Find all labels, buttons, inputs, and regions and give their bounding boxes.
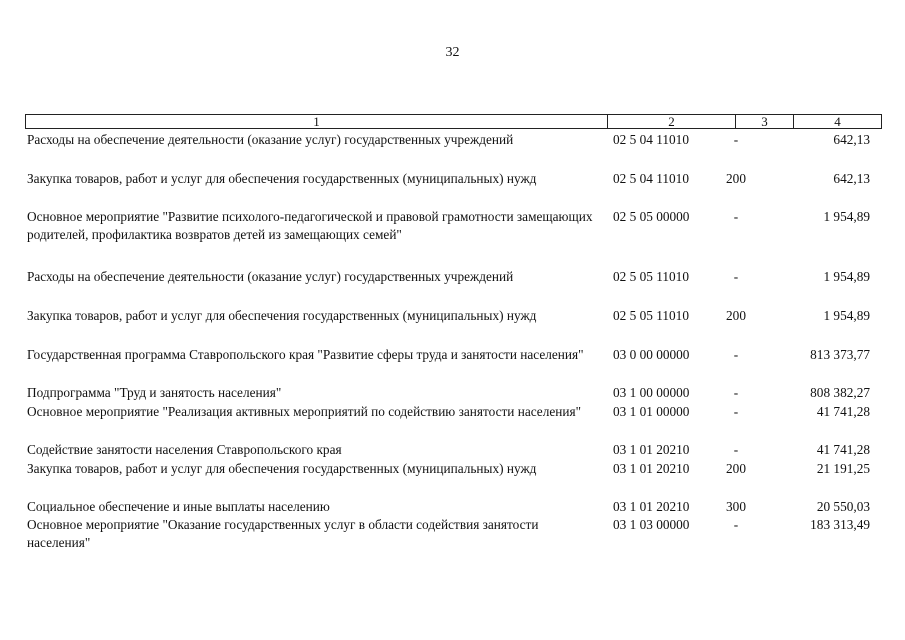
row-name: Расходы на обеспечение деятельности (оказание услуг) государственных учреждений xyxy=(27,269,514,284)
row-vr: - xyxy=(733,517,739,532)
row-amount: 1 954,89 xyxy=(823,308,870,323)
row-vr: - xyxy=(733,269,739,284)
row-name: Подпрограмма "Труд и занятость населения" xyxy=(27,385,282,400)
row-vr: - xyxy=(733,132,739,147)
row-amount: 1 954,89 xyxy=(823,269,870,284)
row-name: Закупка товаров, работ и услуг для обеспечения государственных (муниципальных) нужд xyxy=(27,171,537,186)
row-name: Социальное обеспечение и иные выплаты населению xyxy=(27,499,330,514)
row-vr: - xyxy=(733,442,739,457)
row-name: Основное мероприятие "Реализация активных мероприятий по содействию занятости населения" xyxy=(27,404,582,419)
row-code: 02 5 04 11010 xyxy=(613,171,689,186)
row-code: 03 1 01 00000 xyxy=(613,404,690,419)
row-code: 03 0 00 00000 xyxy=(613,347,690,362)
page-number: 32 xyxy=(445,45,460,60)
row-code: 03 1 01 20210 xyxy=(613,461,690,476)
budget-table xyxy=(25,114,882,550)
row-vr: - xyxy=(733,404,739,419)
row-code: 02 5 05 11010 xyxy=(613,308,689,323)
row-amount: 808 382,27 xyxy=(810,385,870,400)
row-vr: - xyxy=(733,385,739,400)
row-amount: 1 954,89 xyxy=(823,209,870,224)
row-name: Закупка товаров, работ и услуг для обеспечения государственных (муниципальных) нужд xyxy=(27,461,537,476)
row-amount: 41 741,28 xyxy=(816,404,870,419)
header-col-2: 2 xyxy=(608,115,736,128)
row-amount: 21 191,25 xyxy=(816,461,870,476)
row-code: 02 5 05 00000 xyxy=(613,209,690,224)
row-vr: - xyxy=(733,209,739,224)
row-name: Закупка товаров, работ и услуг для обеспечения государственных (муниципальных) нужд xyxy=(27,308,537,323)
header-col-1: 1 xyxy=(26,115,608,128)
row-name: Расходы на обеспечение деятельности (оказание услуг) государственных учреждений xyxy=(27,132,514,147)
table-header xyxy=(25,114,882,129)
row-vr: 200 xyxy=(726,308,746,323)
row-code: 02 5 05 11010 xyxy=(613,269,689,284)
row-vr: 200 xyxy=(726,171,746,186)
row-code: 02 5 04 11010 xyxy=(613,132,689,147)
row-amount: 642,13 xyxy=(833,171,870,186)
row-vr: 300 xyxy=(726,499,746,514)
row-code: 03 1 00 00000 xyxy=(613,385,690,400)
row-name: Основное мероприятие "Развитие психолого-педагогической и правовой грамотности замещающих родителей, профилактика возвратов детей из замещающих семей" xyxy=(27,209,593,242)
row-code: 03 1 01 20210 xyxy=(613,499,690,514)
row-amount: 642,13 xyxy=(833,132,870,147)
row-name: Государственная программа Ставропольского края "Развитие сферы труда и занятости населения" xyxy=(27,347,584,362)
row-code: 03 1 03 00000 xyxy=(613,517,690,532)
row-name: Содействие занятости населения Ставропольского края xyxy=(27,442,342,457)
row-amount: 20 550,03 xyxy=(816,499,870,514)
row-name: Основное мероприятие "Оказание государственных услуг в области содействия занятости населения" xyxy=(27,517,539,550)
row-amount: 41 741,28 xyxy=(816,442,870,457)
header-col-4: 4 xyxy=(834,114,841,129)
row-amount: 813 373,77 xyxy=(810,347,870,362)
header-col-3: 3 xyxy=(736,115,794,128)
row-vr: 200 xyxy=(726,461,746,476)
row-amount: 183 313,49 xyxy=(810,517,870,532)
row-vr: - xyxy=(733,347,739,362)
row-code: 03 1 01 20210 xyxy=(613,442,690,457)
